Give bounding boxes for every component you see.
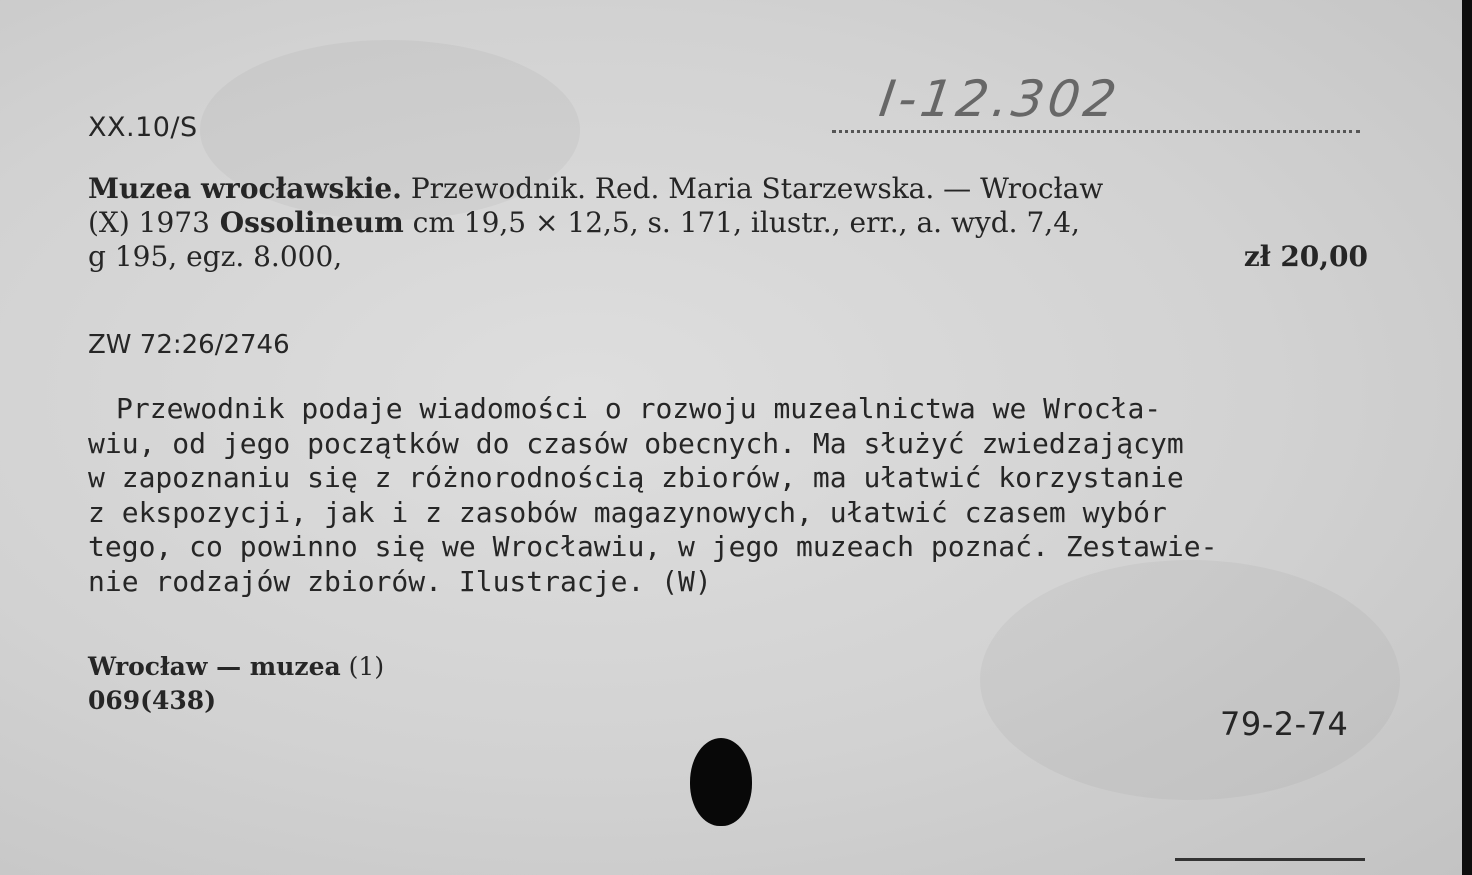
abstract-line: z ekspozycji, jak i z zasobów magazynowych, ułatwić czasem wybór: [88, 495, 1167, 529]
subject-block: [88, 650, 384, 718]
entry-description: Przewodnik. Red. Maria Starzewska. — Wrocław: [401, 172, 1104, 205]
call-signature: XX.10/S: [88, 112, 198, 143]
entry-year: (X) 1973: [88, 206, 210, 239]
abstract-line: w zapoznaniu się z różnorodnością zbiorów, ma ułatwić korzystanie: [88, 461, 1184, 494]
date-code: 79-2-74: [1220, 705, 1349, 743]
handwritten-inventory-number: I-12.302: [875, 70, 1124, 128]
abstract: [88, 392, 1368, 599]
bottom-rule: [1175, 858, 1365, 861]
entry-title: Muzea wrocławskie.: [88, 172, 402, 205]
abstract-line: wiu, od jego początków do czasów obecnych. Ma służyć zwiedzającym: [88, 426, 1184, 460]
entry-weight-copies: g 195, egz. 8.000,: [88, 240, 343, 273]
zw-number: ZW 72:26/2746: [88, 330, 290, 360]
abstract-line: nie rodzajów zbiorów. Ilustracje. (W): [88, 564, 712, 598]
subject-line: [88, 650, 384, 684]
punch-hole: [690, 738, 752, 826]
entry-publisher: Ossolineum: [209, 206, 404, 239]
subject-number: (1): [348, 652, 385, 681]
classification-number: 069(438): [88, 686, 217, 715]
entry-price: zł 20,00: [1243, 240, 1368, 273]
subject-heading: Wrocław — muzea: [88, 652, 341, 681]
dotted-line: [832, 130, 1360, 133]
bibliographic-entry: [88, 172, 1368, 274]
entry-physical: cm 19,5 × 12,5, s. 171, ilustr., err., a. wyd. 7,4,: [403, 206, 1080, 239]
entry-line-2: [88, 206, 1368, 240]
abstract-line: Przewodnik podaje wiadomości o rozwoju muzealnictwa we Wrocła-: [116, 392, 1162, 425]
abstract-line: tego, co powinno się we Wrocławiu, w jego muzeach poznać. Zestawie-: [88, 530, 1218, 563]
entry-line-1: [88, 172, 1368, 206]
card-edge-shadow: [1462, 0, 1472, 875]
entry-line-3: [88, 240, 1368, 274]
